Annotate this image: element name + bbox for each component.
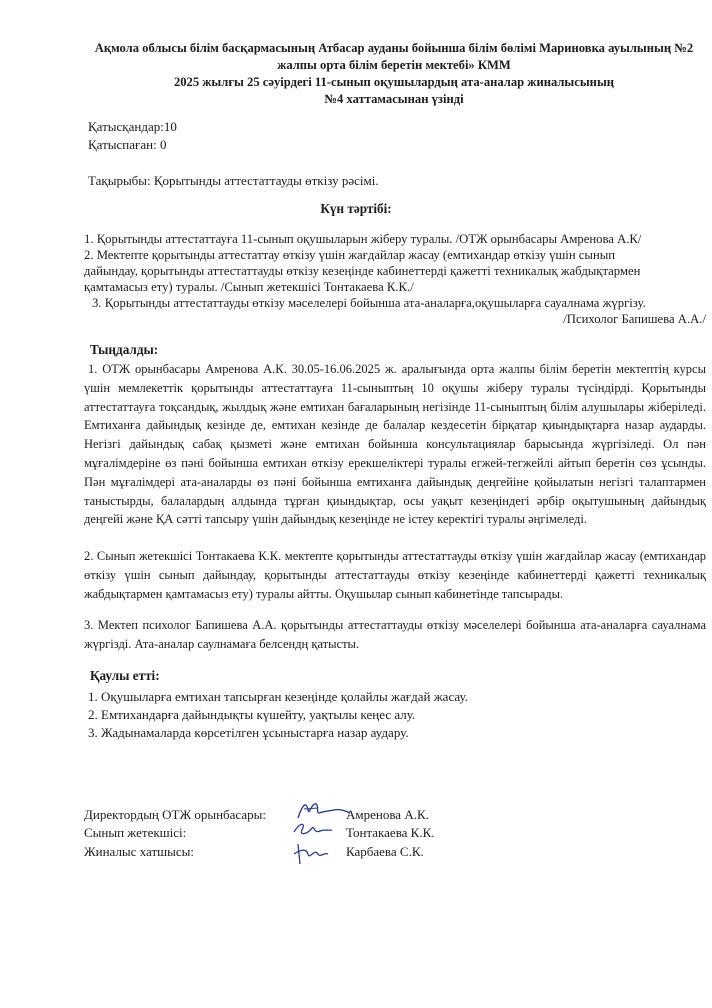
decided-heading: Қаулы етті: [90,668,160,683]
signature-name-3: Карбаева С.К. [346,844,424,859]
header-line-2: жалпы орта білім беретін мектебі» КММ [277,58,511,72]
signature-role-3: Жиналыс хатшысы: [84,844,194,859]
header-line-3: 2025 жылғы 25 сәуірдегі 11-сынып оқушылардың ата-аналар жиналысының [173,75,615,89]
agenda-item-2-line-2: дайындау, қорытынды аттестаттауды өткізу кезеңінде кабинеттерді қажетті техникалық жабдықтармен [84,264,641,278]
signature-mark-2-icon [290,818,336,840]
decided-list [88,688,468,742]
heard-paragraph-1: 1. ОТЖ орынбасары Амренова А.К. 30.05-16.06.2025 ж. аралығында орта жалпы білім беретін мектептің курсы үшін мемлекеттік қорытынды аттестаттауға 11-сыныптың 10 оқушы жіберу туралы түсіндірді. Қорытынды аттестаттауға тоқсандық, жылдық және емтихан бағаларының негізінде 11-сыныптың білім алушылары жіберіледі. Емтиханға дайындық кезінде де, емтихан кезінде де балалар кездесетін бірқатар қиындықтарға назар аударды. Негізгі дайындық сабақ қызметі және емтихан бойынша консультациялар барысында жүргізіледі. Ол пән мұғалімдеріне өз пәні бойынша емтихан өткізу ерекшеліктері туралы егжей-тегжейлі айтып беретін сөз ұсынды. Пән мұғалімдері ата-аналарды өз пәні бойынша емтиханға дайындық деңгейіне қойылатын негізгі талаптармен таныстырды, балалардың алдында тұрған қиындықтар, осы уақыт кезеңіндегі әрбір оқытушының дайындық деңгейі және ҚА сәтті тапсыру үшін дайындық кезеңінде не істеу керектігі туралы әңгімеледі. [84,362,706,527]
heard-heading: Тыңдалды: [90,342,159,357]
agenda-item-2-line-3: қамтамасыз ету) туралы. /Сынып жетекшісі Тонтакаева К.К./ [84,280,414,294]
heard-paragraph-2: 2. Сынып жетекшісі Тонтакаева К.К. мектепте қорытынды аттестаттауды өткізу үшін жағдайлар жасау (емтихандар өткізу үшін сынып дайындау, қорытынды аттестаттауды өткізу кезеңінде кабинеттерді қажетті техникалық жабдықтармен қамтамасыз ету) туралы айтты. Оқушылар сынып кабинетінде тапсырады. [84,549,706,601]
agenda-item-3-line-2: /Психолог Бапишева А.А./ [563,312,706,326]
agenda-list [84,231,706,327]
signature-role-2: Сынып жетекшісі: [84,825,187,840]
meeting-topic: Тақырыбы: Қорытынды аттестаттауды өткізу рәсімі. [88,173,379,188]
attendance-present: Қатысқандар:10 [88,119,177,134]
document-header [80,40,708,108]
signature-name-1: Амренова А.К. [346,807,429,822]
signature-role-1: Директордың ОТЖ орынбасары: [84,807,266,822]
header-line-1: Ақмола облысы білім басқармасының Атбасар ауданы бойынша білім бөлімі Мариновка ауылының №2 [94,41,694,55]
header-line-4: №4 хаттамасынан үзінді [324,92,464,106]
heard-paragraph-3: 3. Мектеп психолог Бапишева А.А. қорытынды аттестаттауды өткізу мәселелері бойынша ата-аналарға сауалнама жүргізді. Ата-аналар саулнамаға белсендң қатысты. [84,618,706,651]
signature-name-2: Тонтакаева К.К. [346,825,435,840]
decided-item-3: 3. Жадынамаларда көрсетілген ұсыныстарға назар аудару. [88,725,409,740]
signature-mark-3-icon [290,838,336,868]
decided-item-2: 2. Емтихандарға дайындықты күшейту, уақтылы кеңес алу. [88,707,416,722]
decided-item-1: 1. Оқушыларға емтихан тапсырған кезеңінде қолайлы жағдай жасау. [88,689,468,704]
agenda-item-2-line-1: 2. Мектепте қорытынды аттестаттау өткізу үшін жағдайлар жасау (емтихандар өткізу үшін сынып [84,248,616,262]
agenda-item-3-line-1: 3. Қорытынды аттестаттауды өткізу мәселелері бойынша ата-аналарға,оқушыларға сауалнама жүргізу. [92,296,646,310]
attendance-absent: Қатыспаған: 0 [88,137,167,152]
agenda-item-1: 1. Қорытынды аттестаттауға 11-сынып оқушыларын жіберу туралы. /ОТЖ орынбасары Амренова А.К/ [84,232,642,246]
agenda-heading: Күн тәртібі: [320,201,392,216]
